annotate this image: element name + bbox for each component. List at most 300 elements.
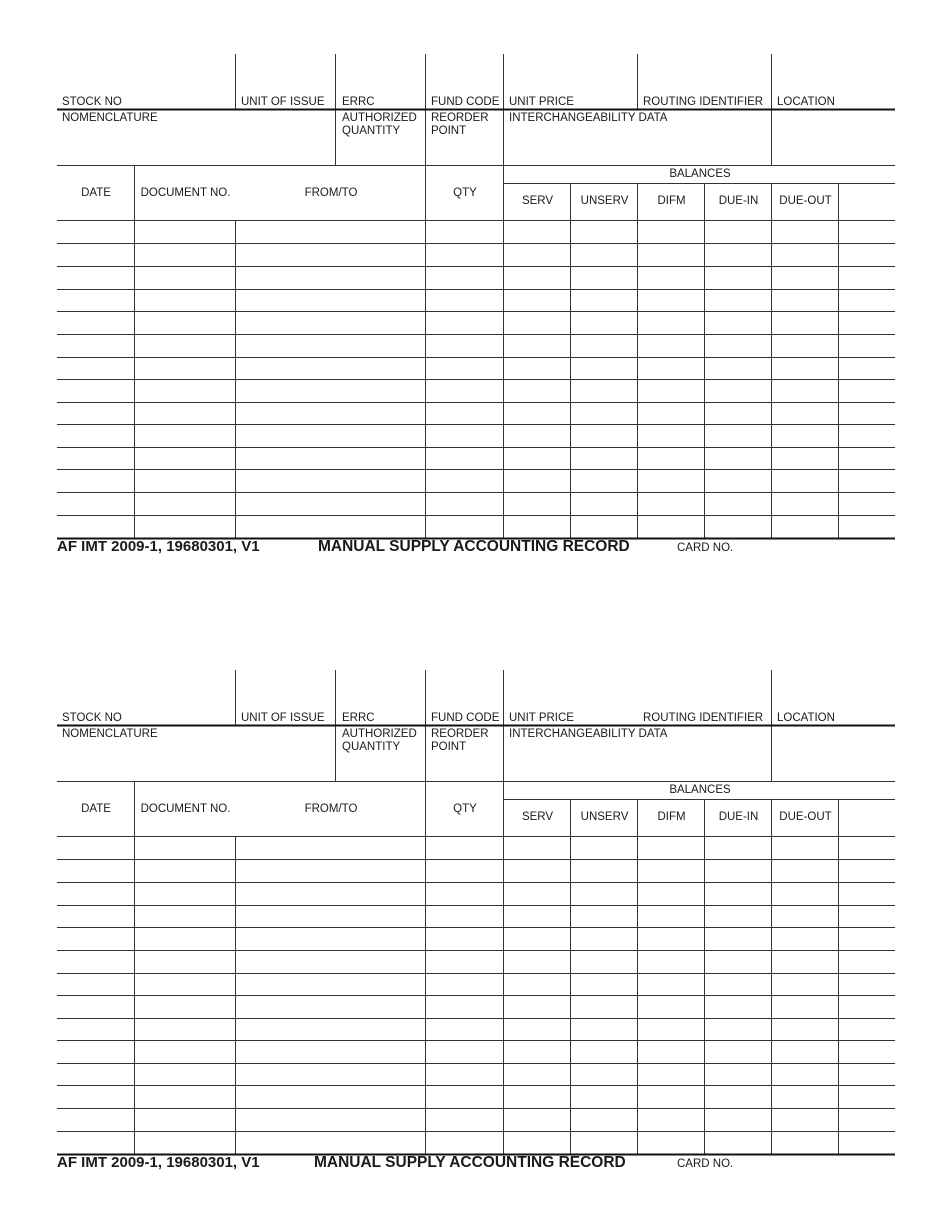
due-in-entry-cell[interactable] <box>705 1041 771 1063</box>
document-no-entry-cell[interactable] <box>135 380 235 402</box>
serv-entry-cell[interactable] <box>504 1019 570 1040</box>
from-to-entry-cell[interactable] <box>236 883 425 905</box>
difm-entry-cell[interactable] <box>638 860 704 882</box>
unit-of-issue-label: UNIT OF ISSUE <box>241 712 325 724</box>
from-to-entry-cell[interactable] <box>236 493 425 515</box>
serv-entry-cell[interactable] <box>504 837 570 859</box>
authorized-quantity-label-line1: AUTHORIZED <box>342 728 417 740</box>
document-no-entry-cell[interactable] <box>135 928 235 950</box>
unserv-entry-cell[interactable] <box>571 448 637 469</box>
from-to-entry-cell[interactable] <box>236 221 425 243</box>
date-entry-cell[interactable] <box>58 290 134 311</box>
date-entry-cell[interactable] <box>58 996 134 1018</box>
unserv-entry-cell[interactable] <box>571 312 637 334</box>
from-to-entry-cell[interactable] <box>236 1064 425 1085</box>
unserv-entry-cell[interactable] <box>571 516 637 538</box>
due-out-entry-cell[interactable] <box>772 470 838 492</box>
from-to-entry-cell[interactable] <box>236 928 425 950</box>
difm-entry-cell[interactable] <box>638 1086 704 1108</box>
document-no-entry-cell[interactable] <box>135 358 235 379</box>
extra-entry-cell[interactable] <box>839 1109 895 1131</box>
from-to-entry-cell[interactable] <box>236 425 425 447</box>
due-out-entry-cell[interactable] <box>772 860 838 882</box>
difm-entry-cell[interactable] <box>638 425 704 447</box>
date-entry-cell[interactable] <box>58 860 134 882</box>
date-column-header: DATE <box>81 803 111 815</box>
serv-entry-cell[interactable] <box>504 448 570 469</box>
date-entry-cell[interactable] <box>58 951 134 973</box>
date-entry-cell[interactable] <box>58 837 134 859</box>
serv-entry-cell[interactable] <box>504 906 570 927</box>
serv-entry-cell[interactable] <box>504 1086 570 1108</box>
difm-entry-cell[interactable] <box>638 1041 704 1063</box>
qty-entry-cell[interactable] <box>426 883 503 905</box>
extra-entry-cell[interactable] <box>839 883 895 905</box>
difm-entry-cell[interactable] <box>638 1019 704 1040</box>
document-no-entry-cell[interactable] <box>135 335 235 357</box>
difm-entry-cell[interactable] <box>638 267 704 289</box>
due-out-entry-cell[interactable] <box>772 425 838 447</box>
due-out-entry-cell[interactable] <box>772 1019 838 1040</box>
qty-entry-cell[interactable] <box>426 516 503 538</box>
from-to-entry-cell[interactable] <box>236 470 425 492</box>
from-to-column-header: FROM/TO <box>304 187 358 199</box>
unserv-entry-cell[interactable] <box>571 1064 637 1085</box>
serv-entry-cell[interactable] <box>504 974 570 995</box>
qty-entry-cell[interactable] <box>426 312 503 334</box>
date-entry-cell[interactable] <box>58 906 134 927</box>
unserv-entry-cell[interactable] <box>571 1041 637 1063</box>
unserv-entry-cell[interactable] <box>571 928 637 950</box>
extra-entry-cell[interactable] <box>839 837 895 859</box>
extra-entry-cell[interactable] <box>839 470 895 492</box>
unserv-entry-cell[interactable] <box>571 470 637 492</box>
from-to-column-header: FROM/TO <box>304 803 358 815</box>
unserv-entry-cell[interactable] <box>571 267 637 289</box>
document-no-entry-cell[interactable] <box>135 312 235 334</box>
unserv-entry-cell[interactable] <box>571 883 637 905</box>
due-in-entry-cell[interactable] <box>705 837 771 859</box>
unserv-entry-cell[interactable] <box>571 290 637 311</box>
serv-column-header: SERV <box>521 811 554 823</box>
extra-entry-cell[interactable] <box>839 860 895 882</box>
qty-entry-cell[interactable] <box>426 493 503 515</box>
difm-entry-cell[interactable] <box>638 974 704 995</box>
date-entry-cell[interactable] <box>58 974 134 995</box>
due-in-entry-cell[interactable] <box>705 974 771 995</box>
due-out-entry-cell[interactable] <box>772 906 838 927</box>
document-no-entry-cell[interactable] <box>135 403 235 424</box>
unserv-entry-cell[interactable] <box>571 1019 637 1040</box>
serv-entry-cell[interactable] <box>504 1041 570 1063</box>
due-in-entry-cell[interactable] <box>705 1064 771 1085</box>
serv-entry-cell[interactable] <box>504 380 570 402</box>
qty-entry-cell[interactable] <box>426 380 503 402</box>
extra-entry-cell[interactable] <box>839 290 895 311</box>
from-to-entry-cell[interactable] <box>236 974 425 995</box>
difm-entry-cell[interactable] <box>638 928 704 950</box>
serv-entry-cell[interactable] <box>504 425 570 447</box>
qty-entry-cell[interactable] <box>426 974 503 995</box>
document-no-entry-cell[interactable] <box>135 516 235 538</box>
serv-entry-cell[interactable] <box>504 1064 570 1085</box>
qty-entry-cell[interactable] <box>426 951 503 973</box>
document-no-entry-cell[interactable] <box>135 837 235 859</box>
extra-entry-cell[interactable] <box>839 267 895 289</box>
qty-entry-cell[interactable] <box>426 1086 503 1108</box>
unserv-entry-cell[interactable] <box>571 493 637 515</box>
document-no-entry-cell[interactable] <box>135 906 235 927</box>
from-to-entry-cell[interactable] <box>236 516 425 538</box>
qty-entry-cell[interactable] <box>426 267 503 289</box>
document-no-entry-cell[interactable] <box>135 244 235 266</box>
unserv-entry-cell[interactable] <box>571 1109 637 1131</box>
unserv-entry-cell[interactable] <box>571 1132 637 1154</box>
extra-entry-cell[interactable] <box>839 996 895 1018</box>
difm-entry-cell[interactable] <box>638 1064 704 1085</box>
serv-entry-cell[interactable] <box>504 860 570 882</box>
qty-entry-cell[interactable] <box>426 221 503 243</box>
extra-entry-cell[interactable] <box>839 1132 895 1154</box>
date-entry-cell[interactable] <box>58 883 134 905</box>
unserv-entry-cell[interactable] <box>571 996 637 1018</box>
difm-entry-cell[interactable] <box>638 244 704 266</box>
due-in-entry-cell[interactable] <box>705 267 771 289</box>
difm-entry-cell[interactable] <box>638 996 704 1018</box>
due-out-entry-cell[interactable] <box>772 883 838 905</box>
due-in-entry-cell[interactable] <box>705 470 771 492</box>
due-in-entry-cell[interactable] <box>705 403 771 424</box>
extra-entry-cell[interactable] <box>839 312 895 334</box>
due-out-entry-cell[interactable] <box>772 493 838 515</box>
date-entry-cell[interactable] <box>58 448 134 469</box>
extra-entry-cell[interactable] <box>839 951 895 973</box>
document-no-entry-cell[interactable] <box>135 1132 235 1154</box>
due-out-entry-cell[interactable] <box>772 974 838 995</box>
due-out-entry-cell[interactable] <box>772 448 838 469</box>
due-out-entry-cell[interactable] <box>772 221 838 243</box>
difm-entry-cell[interactable] <box>638 380 704 402</box>
due-out-entry-cell[interactable] <box>772 244 838 266</box>
due-in-entry-cell[interactable] <box>705 883 771 905</box>
document-no-entry-cell[interactable] <box>135 1109 235 1131</box>
from-to-entry-cell[interactable] <box>236 1086 425 1108</box>
difm-entry-cell[interactable] <box>638 493 704 515</box>
serv-entry-cell[interactable] <box>504 951 570 973</box>
due-in-entry-cell[interactable] <box>705 1109 771 1131</box>
due-out-entry-cell[interactable] <box>772 358 838 379</box>
qty-entry-cell[interactable] <box>426 470 503 492</box>
document-no-entry-cell[interactable] <box>135 493 235 515</box>
qty-entry-cell[interactable] <box>426 837 503 859</box>
due-out-entry-cell[interactable] <box>772 380 838 402</box>
due-in-entry-cell[interactable] <box>705 380 771 402</box>
date-entry-cell[interactable] <box>58 1086 134 1108</box>
unserv-entry-cell[interactable] <box>571 380 637 402</box>
date-entry-cell[interactable] <box>58 516 134 538</box>
qty-entry-cell[interactable] <box>426 358 503 379</box>
from-to-entry-cell[interactable] <box>236 837 425 859</box>
from-to-entry-cell[interactable] <box>236 951 425 973</box>
date-entry-cell[interactable] <box>58 335 134 357</box>
from-to-entry-cell[interactable] <box>236 996 425 1018</box>
due-in-entry-cell[interactable] <box>705 860 771 882</box>
qty-entry-cell[interactable] <box>426 1132 503 1154</box>
date-entry-cell[interactable] <box>58 403 134 424</box>
document-no-entry-cell[interactable] <box>135 1064 235 1085</box>
from-to-entry-cell[interactable] <box>236 244 425 266</box>
extra-entry-cell[interactable] <box>839 516 895 538</box>
document-no-entry-cell[interactable] <box>135 996 235 1018</box>
qty-entry-cell[interactable] <box>426 290 503 311</box>
from-to-entry-cell[interactable] <box>236 860 425 882</box>
date-entry-cell[interactable] <box>58 1019 134 1040</box>
serv-entry-cell[interactable] <box>504 493 570 515</box>
unserv-entry-cell[interactable] <box>571 335 637 357</box>
due-in-entry-cell[interactable] <box>705 335 771 357</box>
routing-identifier-label: ROUTING IDENTIFIER <box>643 96 764 108</box>
serv-entry-cell[interactable] <box>504 883 570 905</box>
qty-entry-cell[interactable] <box>426 403 503 424</box>
difm-entry-cell[interactable] <box>638 470 704 492</box>
due-in-entry-cell[interactable] <box>705 425 771 447</box>
extra-entry-cell[interactable] <box>839 403 895 424</box>
serv-entry-cell[interactable] <box>504 358 570 379</box>
unserv-entry-cell[interactable] <box>571 425 637 447</box>
from-to-entry-cell[interactable] <box>236 335 425 357</box>
date-entry-cell[interactable] <box>58 221 134 243</box>
due-out-column-header: DUE-OUT <box>779 195 832 207</box>
extra-entry-cell[interactable] <box>839 906 895 927</box>
serv-entry-cell[interactable] <box>504 470 570 492</box>
from-to-entry-cell[interactable] <box>236 403 425 424</box>
qty-entry-cell[interactable] <box>426 996 503 1018</box>
document-no-entry-cell[interactable] <box>135 883 235 905</box>
document-no-entry-cell[interactable] <box>135 974 235 995</box>
due-in-entry-cell[interactable] <box>705 493 771 515</box>
due-out-entry-cell[interactable] <box>772 996 838 1018</box>
due-out-entry-cell[interactable] <box>772 1064 838 1085</box>
due-out-entry-cell[interactable] <box>772 516 838 538</box>
document-no-entry-cell[interactable] <box>135 221 235 243</box>
due-in-entry-cell[interactable] <box>705 244 771 266</box>
difm-entry-cell[interactable] <box>638 883 704 905</box>
unserv-entry-cell[interactable] <box>571 860 637 882</box>
from-to-entry-cell[interactable] <box>236 358 425 379</box>
extra-entry-cell[interactable] <box>839 928 895 950</box>
serv-entry-cell[interactable] <box>504 996 570 1018</box>
due-in-column-header: DUE-IN <box>718 811 759 823</box>
document-no-entry-cell[interactable] <box>135 860 235 882</box>
serv-entry-cell[interactable] <box>504 928 570 950</box>
due-out-entry-cell[interactable] <box>772 312 838 334</box>
due-out-entry-cell[interactable] <box>772 290 838 311</box>
document-no-entry-cell[interactable] <box>135 1041 235 1063</box>
qty-entry-cell[interactable] <box>426 244 503 266</box>
document-no-entry-cell[interactable] <box>135 425 235 447</box>
due-in-entry-cell[interactable] <box>705 951 771 973</box>
extra-entry-cell[interactable] <box>839 974 895 995</box>
date-entry-cell[interactable] <box>58 244 134 266</box>
unserv-entry-cell[interactable] <box>571 1086 637 1108</box>
unserv-entry-cell[interactable] <box>571 244 637 266</box>
extra-entry-cell[interactable] <box>839 335 895 357</box>
due-in-entry-cell[interactable] <box>705 312 771 334</box>
extra-entry-cell[interactable] <box>839 493 895 515</box>
qty-entry-cell[interactable] <box>426 1064 503 1085</box>
due-out-entry-cell[interactable] <box>772 951 838 973</box>
from-to-entry-cell[interactable] <box>236 312 425 334</box>
document-no-entry-cell[interactable] <box>135 267 235 289</box>
due-in-entry-cell[interactable] <box>705 996 771 1018</box>
document-no-entry-cell[interactable] <box>135 1086 235 1108</box>
due-in-entry-cell[interactable] <box>705 448 771 469</box>
nomenclature-label: NOMENCLATURE <box>62 112 158 124</box>
difm-entry-cell[interactable] <box>638 837 704 859</box>
due-out-entry-cell[interactable] <box>772 403 838 424</box>
unserv-entry-cell[interactable] <box>571 403 637 424</box>
from-to-entry-cell[interactable] <box>236 1109 425 1131</box>
date-entry-cell[interactable] <box>58 358 134 379</box>
due-out-entry-cell[interactable] <box>772 1086 838 1108</box>
unserv-entry-cell[interactable] <box>571 837 637 859</box>
difm-entry-cell[interactable] <box>638 951 704 973</box>
qty-entry-cell[interactable] <box>426 1041 503 1063</box>
due-out-entry-cell[interactable] <box>772 928 838 950</box>
difm-entry-cell[interactable] <box>638 448 704 469</box>
due-out-entry-cell[interactable] <box>772 1041 838 1063</box>
unserv-entry-cell[interactable] <box>571 906 637 927</box>
document-no-entry-cell[interactable] <box>135 470 235 492</box>
date-entry-cell[interactable] <box>58 1109 134 1131</box>
from-to-entry-cell[interactable] <box>236 448 425 469</box>
due-in-entry-cell[interactable] <box>705 928 771 950</box>
serv-entry-cell[interactable] <box>504 244 570 266</box>
due-out-entry-cell[interactable] <box>772 837 838 859</box>
difm-entry-cell[interactable] <box>638 403 704 424</box>
date-entry-cell[interactable] <box>58 380 134 402</box>
difm-entry-cell[interactable] <box>638 221 704 243</box>
serv-entry-cell[interactable] <box>504 267 570 289</box>
extra-entry-cell[interactable] <box>839 358 895 379</box>
from-to-entry-cell[interactable] <box>236 1041 425 1063</box>
difm-entry-cell[interactable] <box>638 358 704 379</box>
errc-label: ERRC <box>342 96 375 108</box>
from-to-entry-cell[interactable] <box>236 267 425 289</box>
document-no-entry-cell[interactable] <box>135 448 235 469</box>
difm-entry-cell[interactable] <box>638 516 704 538</box>
location-label: LOCATION <box>777 96 835 108</box>
document-no-entry-cell[interactable] <box>135 290 235 311</box>
difm-entry-cell[interactable] <box>638 290 704 311</box>
form-title: MANUAL SUPPLY ACCOUNTING RECORD <box>318 538 630 555</box>
due-out-entry-cell[interactable] <box>772 1109 838 1131</box>
extra-entry-cell[interactable] <box>839 1064 895 1085</box>
serv-entry-cell[interactable] <box>504 221 570 243</box>
unserv-entry-cell[interactable] <box>571 221 637 243</box>
difm-entry-cell[interactable] <box>638 1109 704 1131</box>
from-to-entry-cell[interactable] <box>236 380 425 402</box>
extra-entry-cell[interactable] <box>839 448 895 469</box>
due-in-entry-cell[interactable] <box>705 358 771 379</box>
due-in-entry-cell[interactable] <box>705 1132 771 1154</box>
difm-entry-cell[interactable] <box>638 312 704 334</box>
qty-entry-cell[interactable] <box>426 860 503 882</box>
document-no-entry-cell[interactable] <box>135 951 235 973</box>
extra-entry-cell[interactable] <box>839 1086 895 1108</box>
serv-entry-cell[interactable] <box>504 335 570 357</box>
qty-entry-cell[interactable] <box>426 1109 503 1131</box>
authorized-quantity-label-line1: AUTHORIZED <box>342 112 417 124</box>
serv-entry-cell[interactable] <box>504 290 570 311</box>
document-no-entry-cell[interactable] <box>135 1019 235 1040</box>
date-entry-cell[interactable] <box>58 1064 134 1085</box>
qty-entry-cell[interactable] <box>426 1019 503 1040</box>
extra-entry-cell[interactable] <box>839 1041 895 1063</box>
difm-entry-cell[interactable] <box>638 335 704 357</box>
due-in-entry-cell[interactable] <box>705 1019 771 1040</box>
date-entry-cell[interactable] <box>58 312 134 334</box>
date-entry-cell[interactable] <box>58 425 134 447</box>
date-entry-cell[interactable] <box>58 470 134 492</box>
unit-price-label: UNIT PRICE <box>509 712 574 724</box>
serv-entry-cell[interactable] <box>504 1109 570 1131</box>
from-to-entry-cell[interactable] <box>236 1019 425 1040</box>
serv-entry-cell[interactable] <box>504 1132 570 1154</box>
qty-entry-cell[interactable] <box>426 906 503 927</box>
date-entry-cell[interactable] <box>58 928 134 950</box>
date-entry-cell[interactable] <box>58 267 134 289</box>
extra-entry-cell[interactable] <box>839 380 895 402</box>
reorder-point-label-line1: REORDER <box>431 112 489 124</box>
due-in-entry-cell[interactable] <box>705 1086 771 1108</box>
reorder-point-label-line2: POINT <box>431 125 467 137</box>
qty-entry-cell[interactable] <box>426 335 503 357</box>
from-to-entry-cell[interactable] <box>236 1132 425 1154</box>
difm-entry-cell[interactable] <box>638 1132 704 1154</box>
due-out-entry-cell[interactable] <box>772 335 838 357</box>
due-out-entry-cell[interactable] <box>772 1132 838 1154</box>
difm-entry-cell[interactable] <box>638 906 704 927</box>
date-entry-cell[interactable] <box>58 493 134 515</box>
serv-entry-cell[interactable] <box>504 312 570 334</box>
qty-entry-cell[interactable] <box>426 928 503 950</box>
extra-entry-cell[interactable] <box>839 1019 895 1040</box>
extra-entry-cell[interactable] <box>839 244 895 266</box>
extra-entry-cell[interactable] <box>839 221 895 243</box>
due-out-column-header: DUE-OUT <box>779 811 832 823</box>
date-entry-cell[interactable] <box>58 1132 134 1154</box>
serv-entry-cell[interactable] <box>504 403 570 424</box>
due-in-entry-cell[interactable] <box>705 516 771 538</box>
date-entry-cell[interactable] <box>58 1041 134 1063</box>
unserv-entry-cell[interactable] <box>571 951 637 973</box>
from-to-entry-cell[interactable] <box>236 906 425 927</box>
qty-entry-cell[interactable] <box>426 425 503 447</box>
due-in-entry-cell[interactable] <box>705 221 771 243</box>
qty-column-header: QTY <box>453 187 477 199</box>
qty-entry-cell[interactable] <box>426 448 503 469</box>
extra-entry-cell[interactable] <box>839 425 895 447</box>
serv-entry-cell[interactable] <box>504 516 570 538</box>
from-to-entry-cell[interactable] <box>236 290 425 311</box>
due-in-entry-cell[interactable] <box>705 290 771 311</box>
due-in-entry-cell[interactable] <box>705 906 771 927</box>
due-out-entry-cell[interactable] <box>772 267 838 289</box>
unserv-entry-cell[interactable] <box>571 358 637 379</box>
unserv-entry-cell[interactable] <box>571 974 637 995</box>
interchangeability-label: INTERCHANGEABILITY DATA <box>509 112 668 124</box>
